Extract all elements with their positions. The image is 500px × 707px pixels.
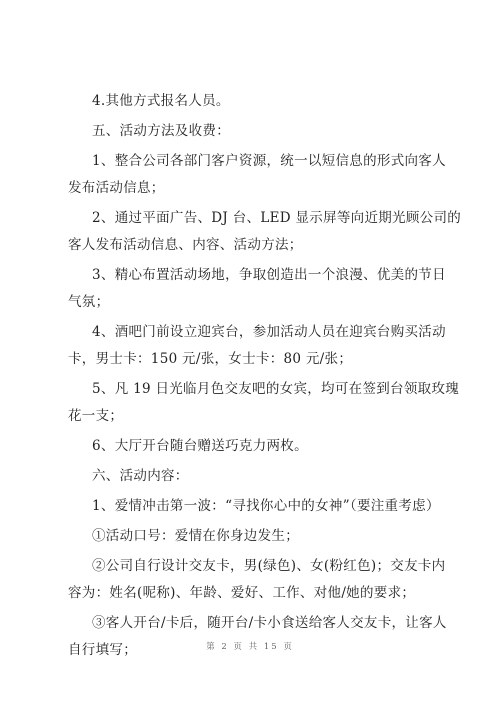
paragraph-method-3 [68, 262, 446, 316]
text-line: ②公司自行设计交友卡，男(绿色)、女(粉红色)；交友卡内 [92, 558, 446, 574]
text-line: 4、酒吧门前设立迎宾台，参加活动人员在迎宾台购买活动 [92, 324, 446, 340]
text-line: 5、凡 19 日光临月色交友吧的女宾，均可在签到台领取玫瑰 [92, 381, 460, 397]
text-line: ③客人开台/卡后，随开台/卡小食送给客人交友卡，让客人 [92, 615, 447, 631]
text-line: 2、通过平面广告、DJ 台、LED 显示屏等向近期光顾公司的 [92, 210, 462, 226]
text-line: 4.其他方式报名人员。 [92, 93, 230, 109]
text-line: 1、爱情冲击第一波：“寻找你心中的女神”（要注重考虑） [92, 498, 440, 514]
text-line: 客人发布活动信息、内容、活动方法； [68, 237, 303, 253]
text-line: 六、活动内容： [92, 468, 189, 484]
paragraph-method-2 [68, 205, 462, 259]
paragraph-content-card [68, 553, 446, 607]
paragraph-method-5 [68, 376, 460, 430]
section-heading-6 [92, 463, 442, 490]
text-line: 气氛； [68, 294, 110, 310]
text-line: 1、整合公司各部门客户资源，统一以短信息的形式向客人 [92, 153, 446, 169]
text-line: 卡，男士卡：150 元/张，女士卡：80 元/张； [68, 351, 353, 367]
text-line: ①活动口号：爱情在你身边发生； [92, 528, 299, 544]
text-line: 花一支； [68, 408, 124, 424]
paragraph-content-1 [92, 493, 442, 520]
paragraph-method-6 [92, 433, 442, 460]
text-line: 容为：姓名(呢称)、年龄、爱好、工作、对他/她的要求； [68, 585, 416, 601]
document-body [68, 88, 462, 664]
paragraph-method-4 [68, 319, 446, 373]
text-line: 3、精心布置活动场地，争取创造出一个浪漫、优美的节日 [92, 267, 446, 283]
section-heading-5 [92, 118, 442, 145]
text-line: 五、活动方法及收费： [92, 123, 230, 139]
text-line: 自行填写； [68, 642, 137, 658]
paragraph-content-open [68, 610, 447, 664]
text-line: 6、大厅开台随台赠送巧克力两枚。 [92, 438, 308, 454]
paragraph-item-4 [92, 88, 442, 115]
page-number-footer: 第 2 页 共 15 页 [206, 642, 294, 652]
paragraph-content-slogan [92, 523, 442, 550]
paragraph-method-1 [68, 148, 446, 202]
text-line: 发布活动信息； [68, 180, 165, 196]
